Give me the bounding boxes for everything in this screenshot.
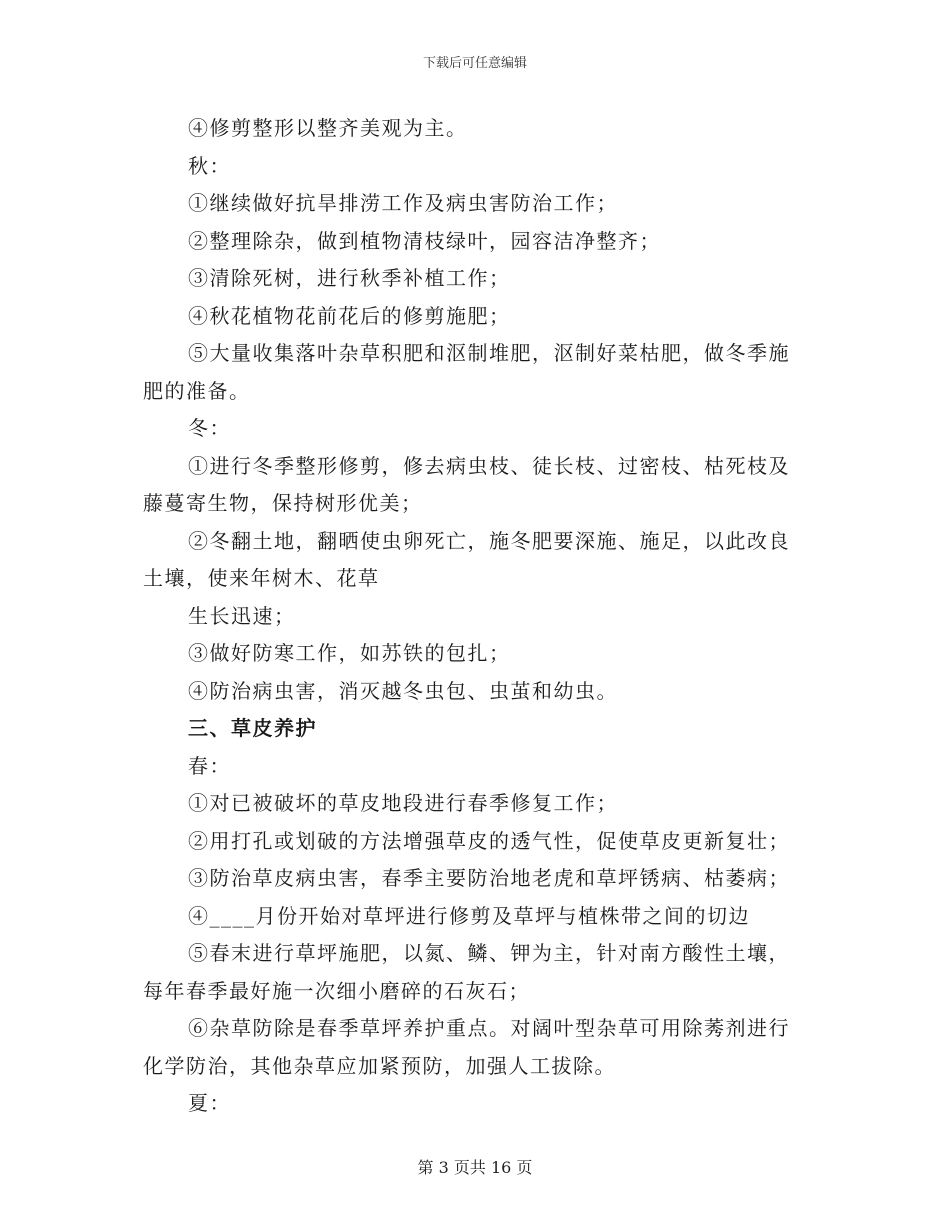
paragraph: ①进行冬季整形修剪，修去病虫枝、徒长枝、过密枝、枯死枝及藤蔓寄生物，保持树形优美；: [143, 453, 790, 515]
paragraph: ③防治草皮病虫害，春季主要防治地老虎和草坪锈病、枯萎病；: [188, 866, 790, 890]
paragraph: ④____月份开始对草坪进行修剪及草坪与植株带之间的切边: [188, 903, 750, 928]
paragraph: ②整理除杂，做到植物清枝绿叶，园容洁净整齐；: [188, 228, 661, 253]
paragraph: ①继续做好抗旱排涝工作及病虫害防治工作；: [188, 191, 618, 215]
section-label-autumn: 秋：: [188, 153, 231, 178]
paragraph: ⑤大量收集落叶杂草积肥和沤制堆肥，沤制好菜枯肥，做冬季施肥的准备。: [143, 341, 790, 403]
section-heading: 三、草皮养护: [188, 716, 317, 740]
paragraph: ⑥杂草防除是春季草坪养护重点。对阔叶型杂草可用除莠剂进行化学防治，其他杂草应加紧预防，加强人工拔除。: [143, 1016, 790, 1078]
section-label-winter: 冬：: [188, 416, 231, 440]
paragraph: ④修剪整形以整齐美观为主。: [188, 116, 468, 140]
section-label-summer: 夏：: [188, 1091, 231, 1115]
paragraph: ③清除死树，进行秋季补植工作；: [188, 266, 511, 290]
paragraph: ②用打孔或划破的方法增强草皮的透气性，促使草皮更新复壮；: [188, 828, 790, 853]
paragraph: ④防治病虫害，消灭越冬虫包、虫茧和幼虫。: [188, 678, 618, 703]
paragraph: ⑤春末进行草坪施肥，以氮、鳞、钾为主，针对南方酸性土壤，每年春季最好施一次细小磨碎的石灰石；: [143, 941, 790, 1003]
paragraph: 生长迅速；: [188, 603, 296, 628]
paragraph: ③做好防寒工作，如苏铁的包扎；: [188, 641, 511, 665]
section-label-spring: 春：: [188, 753, 231, 778]
paragraph: ①对已被破坏的草皮地段进行春季修复工作；: [188, 791, 618, 815]
document-body: [143, 110, 808, 1123]
page-header: 下载后可任意编辑: [422, 56, 527, 71]
paragraph: ②冬翻土地，翻晒使虫卵死亡，施冬肥要深施、施足，以此改良土壤，使来年树木、花草: [143, 528, 790, 590]
paragraph: ④秋花植物花前花后的修剪施肥；: [188, 303, 511, 328]
page-number: 第 3 页共 16 页: [417, 1158, 533, 1177]
